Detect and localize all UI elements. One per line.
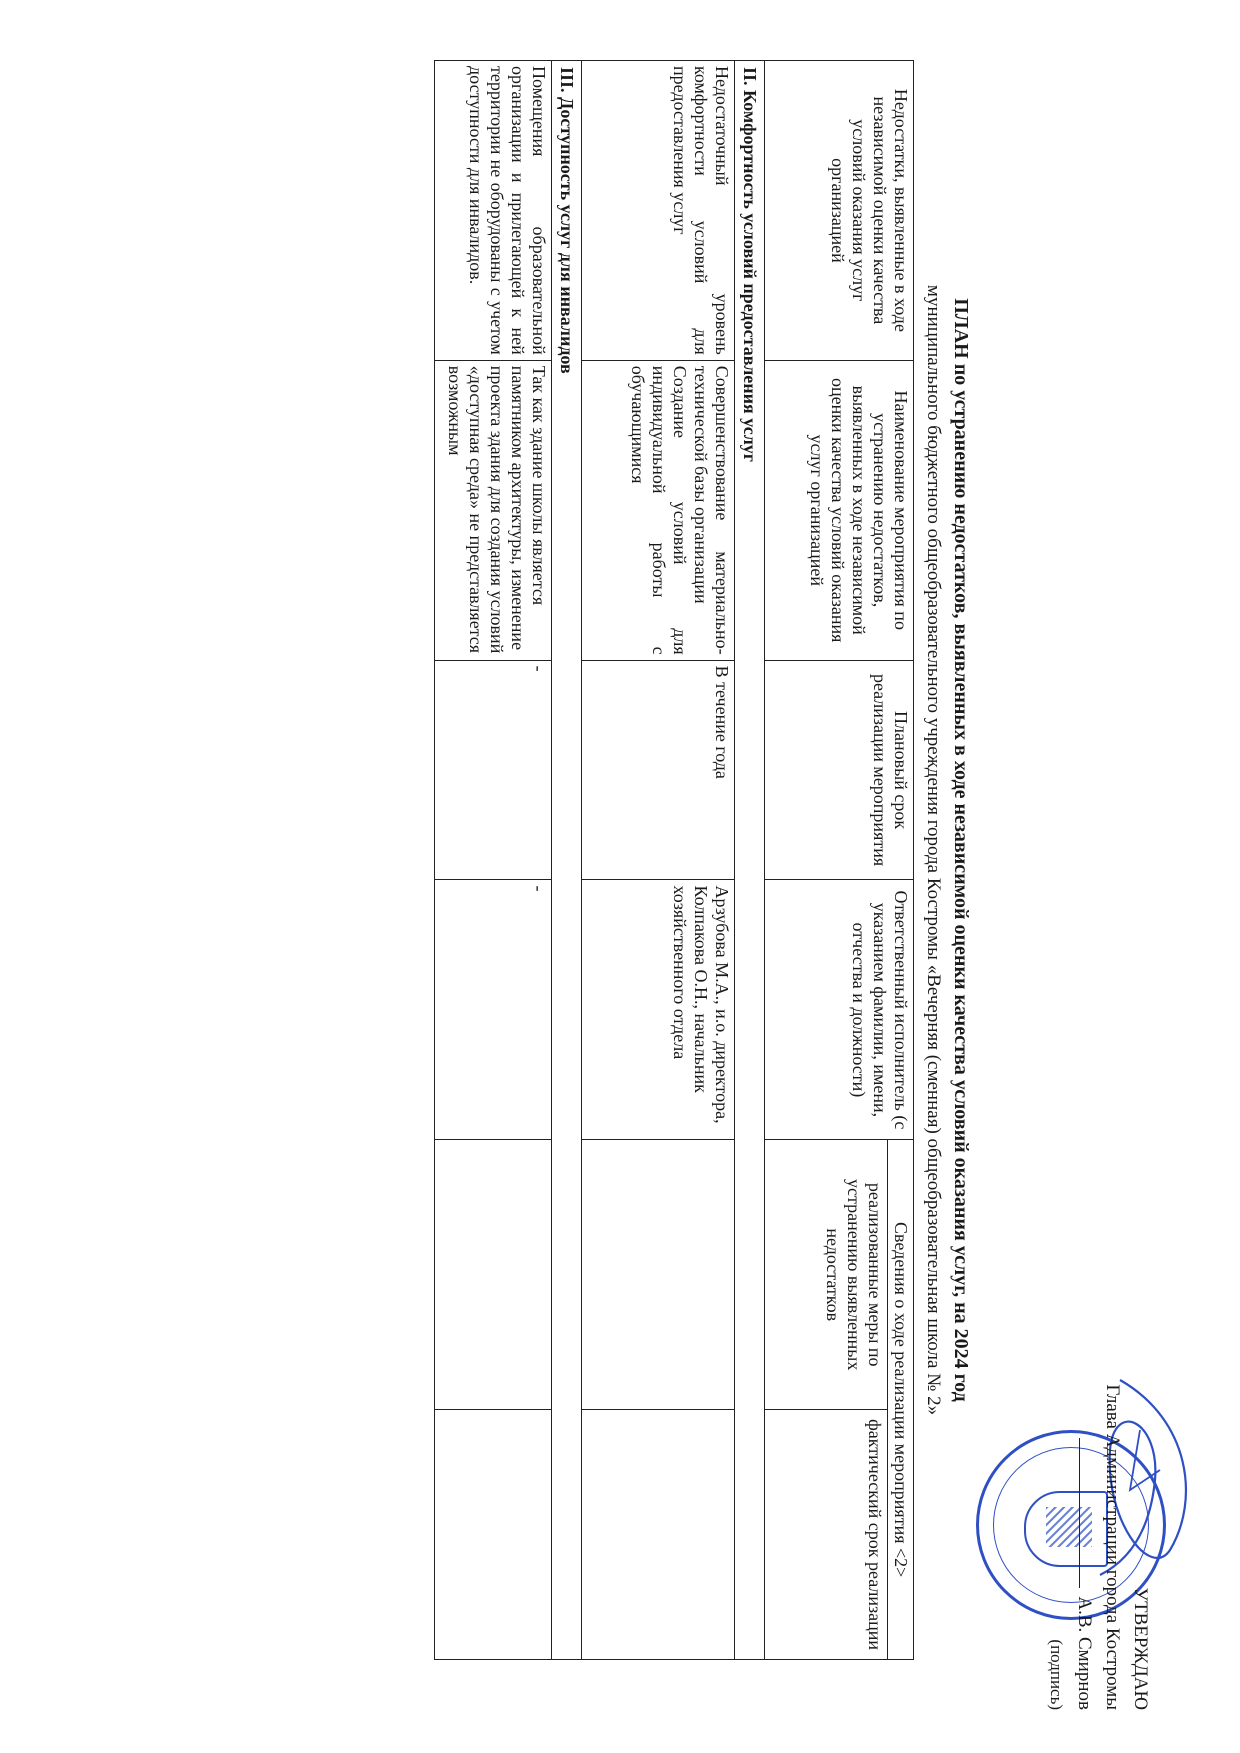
- cell-measure: Так как здание школы является памятником архитектуры, изменение проекта здания для создания условий «доступная среда» не представляется возможным: [435, 360, 552, 660]
- cell-deficiency: Помещения образовательной организации и прилегающей к ней территории не оборудованы с учетом доступности для инвалидов.: [435, 61, 552, 361]
- table-row: [435, 61, 552, 1660]
- cell-actual-date: [435, 1410, 552, 1660]
- cell-deficiency: Недостаточный уровень комфортности условий для предоставления услуг: [582, 61, 735, 361]
- measure-line: Совершенствование материально-технической базы организации: [691, 365, 732, 655]
- header-progress-group: Сведения о ходе реализации мероприятия <2>: [888, 1140, 914, 1660]
- table-header-row: [888, 61, 914, 1660]
- section-row: [552, 61, 582, 1660]
- cell-actual-date: [582, 1410, 735, 1660]
- header-measure: Наименование мероприятия по устранению недостатков, выявленных в ходе независимой оценки качества условий оказания услуг организацией: [765, 360, 914, 660]
- cell-responsible: -: [435, 880, 552, 1140]
- header-deadline: Плановый срок реализации мероприятия: [765, 660, 914, 880]
- cell-responsible: [582, 880, 735, 1140]
- cell-implemented: [435, 1140, 552, 1410]
- section-title-accessibility: III. Доступность услуг для инвалидов: [552, 61, 582, 1660]
- section-title-comfort: II. Комфортность условий предоставления услуг: [735, 61, 765, 1660]
- cell-deadline: В течение года: [582, 660, 735, 880]
- responsible-line: Колпакова О.Н., начальник хозяйственного отдела: [670, 885, 711, 1093]
- header-implemented: реализованные меры по устранению выявленных недостатков: [765, 1140, 888, 1410]
- header-responsible: Ответственный исполнитель (с указанием фамилии, имени, отчества и должности): [765, 880, 914, 1140]
- signature-hint: (подпись): [1047, 1639, 1066, 1710]
- signature-line: [1079, 1438, 1080, 1588]
- cell-measure: [582, 360, 735, 660]
- measure-line: Создание условий для индивидуальной работы с обучающимися: [628, 365, 690, 655]
- document-title: ПЛАН по устранению недостатков, выявленных в ходе независимой оценки качества условий оказания услуг, на 2024 год: [950, 298, 972, 1402]
- header-deficiencies: Недостатки, выявленные в ходе независимой оценки качества условий оказания услуг организацией: [765, 61, 914, 361]
- plan-table: [434, 60, 914, 1660]
- header-actual-date: фактический срок реализации: [765, 1410, 888, 1660]
- approval-position: Глава Администрации города Костромы: [1102, 1384, 1123, 1710]
- document-subtitle: муниципального бюджетного общеобразовательного учреждения города Костромы «Вечерняя (сменная) общеобразовательная школа № 2»: [923, 284, 944, 1416]
- responsible-line: Арзубова М.А., и.о. директора,: [712, 885, 732, 1124]
- approval-heading: УТВЕРЖДАЮ: [1130, 1587, 1151, 1710]
- cell-deadline: -: [435, 660, 552, 880]
- section-row: [735, 61, 765, 1660]
- approval-name: А.В. Смирнов: [1074, 1596, 1095, 1710]
- table-row: [582, 61, 735, 1660]
- approval-block: [1042, 1380, 1154, 1710]
- cell-implemented: [582, 1140, 735, 1410]
